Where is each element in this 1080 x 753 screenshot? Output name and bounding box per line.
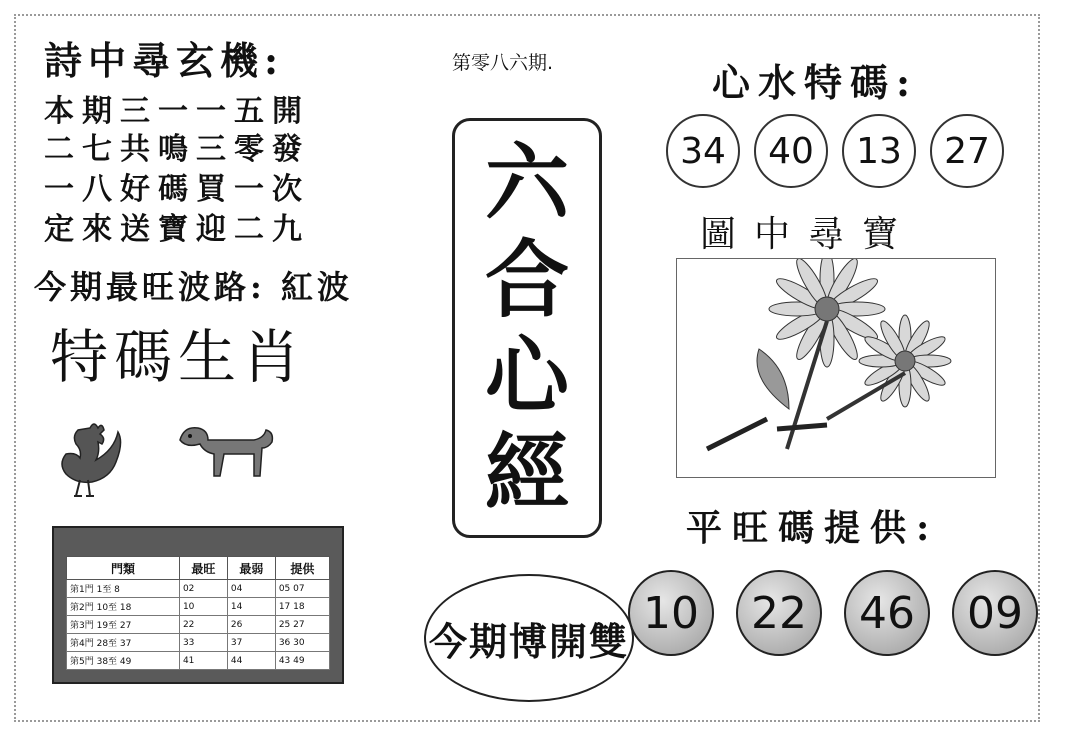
number-ball: 09: [952, 570, 1038, 656]
table-cell: 26: [227, 616, 275, 634]
table-cell: 第3門 19至 27: [67, 616, 180, 634]
table-cell: 14: [227, 598, 275, 616]
wave-line: 今期最旺波路: 紅波: [34, 268, 353, 306]
provider-number-row: [628, 570, 1038, 656]
door-table-panel: [52, 526, 344, 684]
table-cell: 第4門 28至 37: [67, 634, 180, 652]
picture-title: 圖中尋寶: [700, 214, 917, 255]
issue-number: 第零八六期.: [452, 52, 554, 74]
table-cell: 41: [179, 652, 227, 670]
heart-numbers-title: 心水特碼:: [712, 60, 919, 105]
heart-number-row: [666, 114, 1004, 188]
number-ball: 13: [842, 114, 916, 188]
book-title-char: 合: [484, 230, 569, 329]
poem-line: 二七共鳴三零發: [44, 132, 310, 167]
table-row: [67, 580, 330, 598]
door-table: [66, 556, 330, 670]
dog-icon: [172, 420, 276, 498]
table-row: [67, 652, 330, 670]
table-cell: 第1門 1至 8: [67, 580, 180, 598]
book-title-char: 經: [484, 423, 569, 522]
table-cell: 第5門 38至 49: [67, 652, 180, 670]
number-ball: 27: [930, 114, 1004, 188]
oval-banner: 今期博開雙: [424, 574, 634, 702]
table-cell: 33: [179, 634, 227, 652]
table-cell: 37: [227, 634, 275, 652]
table-cell: 43 49: [275, 652, 329, 670]
poem-line: 定來送寶迎二九: [44, 212, 310, 247]
flower-icon: [677, 259, 995, 477]
table-row: [67, 598, 330, 616]
rooster-icon: [50, 418, 122, 504]
table-cell: 22: [179, 616, 227, 634]
table-row: [67, 616, 330, 634]
poem-line: 一八好碼買一次: [44, 172, 310, 207]
table-cell: 04: [227, 580, 275, 598]
table-header: 提供: [275, 557, 329, 580]
table-cell: 25 27: [275, 616, 329, 634]
flower-picture-frame: [676, 258, 996, 478]
book-title-char: 心: [484, 327, 569, 426]
number-ball: 10: [628, 570, 714, 656]
book-title-char: 六: [484, 134, 569, 233]
table-cell: 10: [179, 598, 227, 616]
table-cell: 第2門 10至 18: [67, 598, 180, 616]
table-cell: 17 18: [275, 598, 329, 616]
poem-line: 本期三一一五開: [44, 94, 310, 129]
number-ball: 34: [666, 114, 740, 188]
table-cell: 05 07: [275, 580, 329, 598]
table-header: 最弱: [227, 557, 275, 580]
provider-title: 平旺碼提供:: [686, 507, 940, 549]
table-cell: 36 30: [275, 634, 329, 652]
table-header: 門類: [67, 557, 180, 580]
special-zodiac-title: 特碼生肖: [50, 323, 307, 391]
book-title-box: [452, 118, 602, 538]
table-cell: 44: [227, 652, 275, 670]
number-ball: 22: [736, 570, 822, 656]
poem-title: 詩中尋玄機:: [44, 38, 285, 83]
table-header: 最旺: [179, 557, 227, 580]
table-cell: 02: [179, 580, 227, 598]
number-ball: 46: [844, 570, 930, 656]
table-row: [67, 634, 330, 652]
number-ball: 40: [754, 114, 828, 188]
